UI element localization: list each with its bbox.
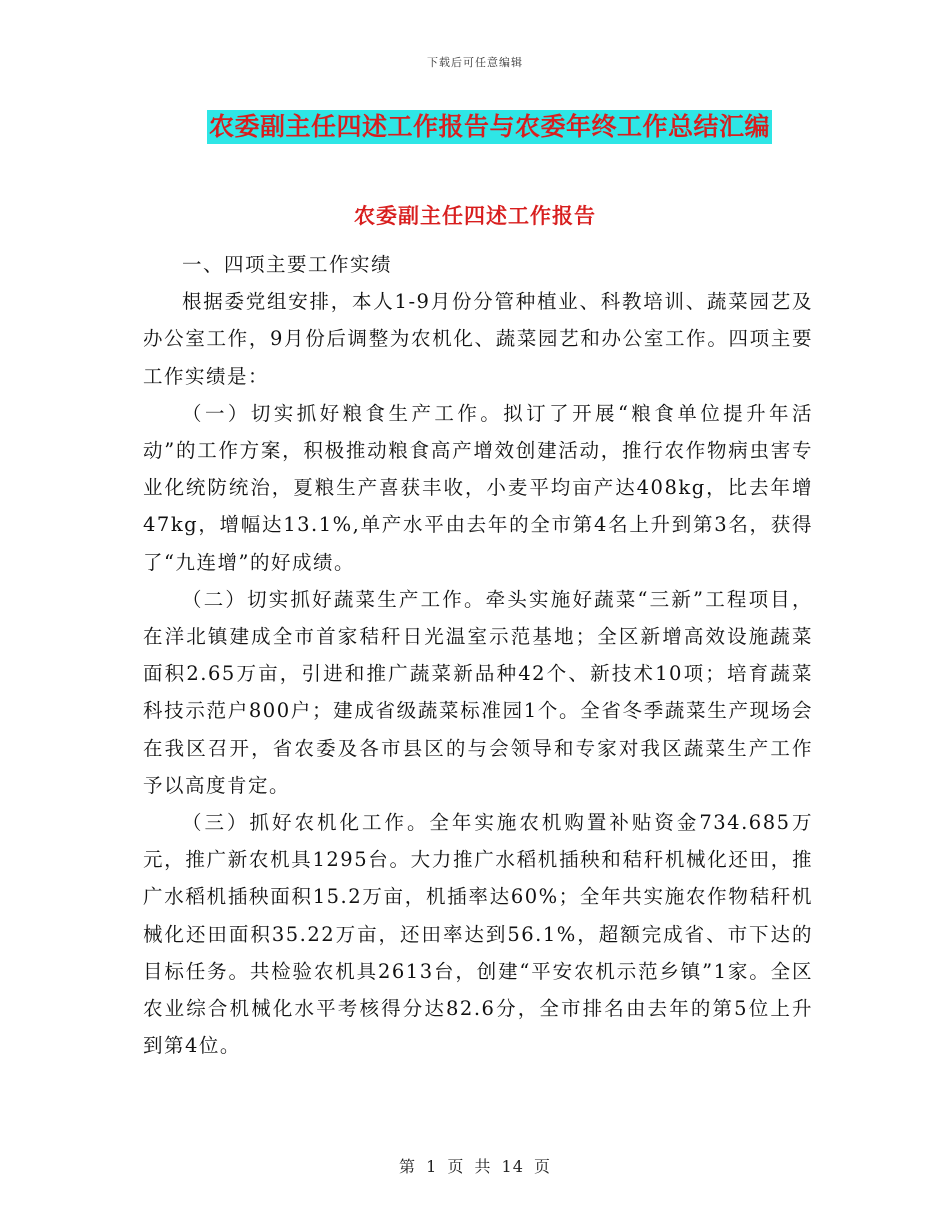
heading-paragraph: 一、四项主要工作实绩 xyxy=(182,253,393,276)
body-paragraph: （二）切实抓好蔬菜生产工作。牵头实施好蔬菜“三新”工程项目，在洋北镇建成全市首家秸秆日光温室示范基地；全区新增高效设施蔬菜面积2.65万亩，引进和推广蔬菜新品种42个、新技术10项；培育蔬菜科技示范户800户；建成省级蔬菜标准园1个。全省冬季蔬菜生产现场会在我区召开，省农委及各市县区的与会领导和专家对我区蔬菜生产工作予以高度肯定。 xyxy=(143,587,813,797)
page-footer: 第 1 页 共 14 页 xyxy=(399,1157,551,1176)
body-paragraph: （一）切实抓好粮食生产工作。拟订了开展“粮食单位提升年活动”的工作方案，积极推动粮食高产增效创建活动，推行农作物病虫害专业化统防统治，夏粮生产喜获丰收，小麦平均亩产达408kg，比去年增47kg，增幅达13.1%,单产水平由去年的全市第4名上升到第3名，获得了“九连增”的好成绩。 xyxy=(143,401,813,574)
section-title: 农委副主任四述工作报告 xyxy=(354,203,596,228)
document-main-title: 农委副主任四述工作报告与农委年终工作总结汇编 xyxy=(207,110,772,144)
document-body xyxy=(143,246,813,1064)
body-paragraph: 根据委党组安排，本人1-9月份分管种植业、科教培训、蔬菜园艺及办公室工作，9月份后调整为农机化、蔬菜园艺和办公室工作。四项主要工作实绩是： xyxy=(143,290,813,388)
header-note: 下载后可任意编辑 xyxy=(427,56,523,69)
body-paragraph: （三）抓好农机化工作。全年实施农机购置补贴资金734.685万元，推广新农机具1295台。大力推广水稻机插秧和秸秆机械化还田，推广水稻机插秧面积15.2万亩，机插率达60%；全年共实施农作物秸秆机械化还田面积35.22万亩，还田率达到56.1%，超额完成省、市下达的目标任务。共检验农机具2613台，创建“平安农机示范乡镇”1家。全区农业综合机械化水平考核得分达82.6分，全市排名由去年的第5位上升到第4位。 xyxy=(143,811,813,1058)
